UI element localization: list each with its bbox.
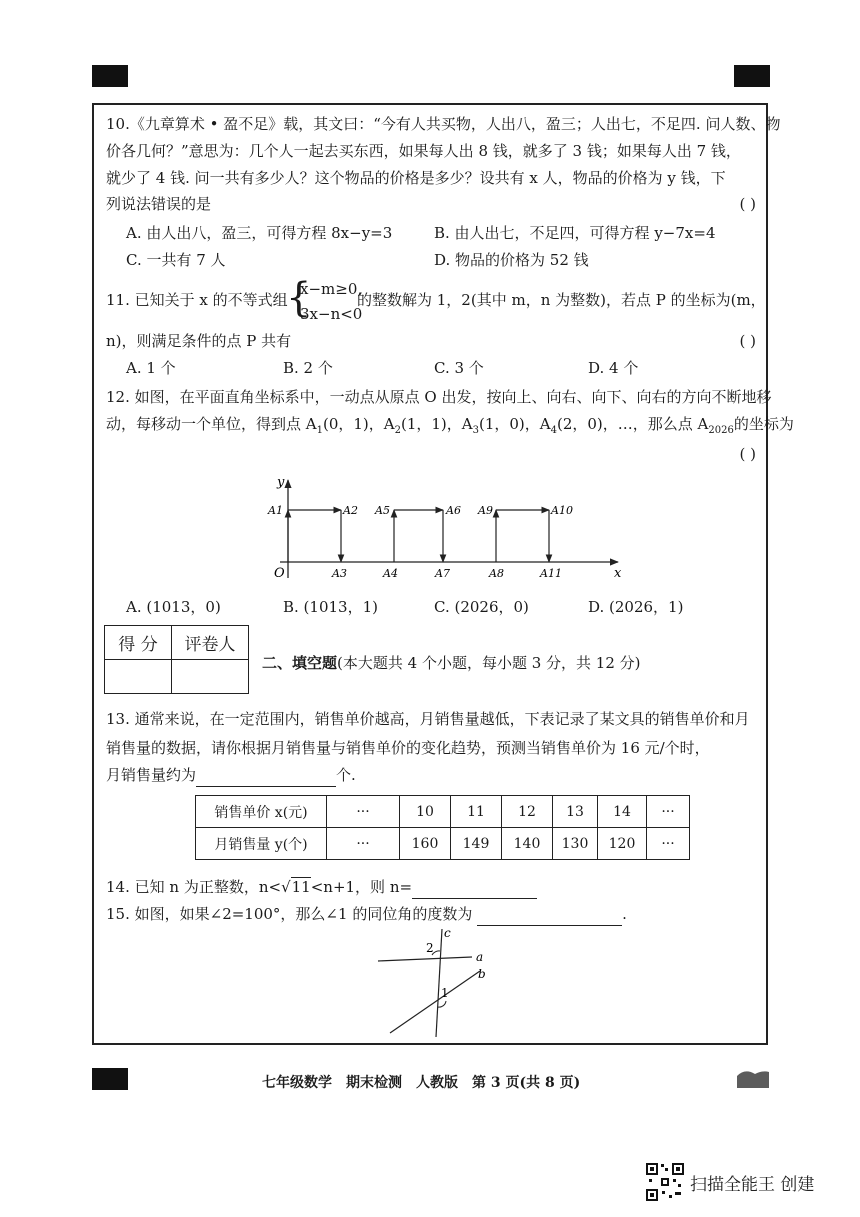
volume-cell: 149: [451, 828, 502, 860]
price-cell: 13: [553, 796, 598, 828]
footer-exam: 期末检测: [346, 1075, 402, 1091]
price-header: 销售单价 x(元): [196, 796, 327, 828]
q13-line3: [106, 764, 766, 787]
volume-ellipsis-left: ···: [327, 828, 400, 860]
q15-line-a: [378, 957, 472, 961]
q15-label-b: b: [478, 967, 486, 981]
q12-text-b: (0，1)，A: [322, 415, 395, 433]
q12-label-a5: A5: [375, 504, 390, 517]
score-box: [104, 625, 249, 694]
reviewer-cell[interactable]: [172, 660, 249, 694]
q10-option-c: C. 一共有 7 人: [126, 251, 226, 269]
q11-suffix: 的整数解为 1，2(其中 m，n 为整数)，若点 P 的坐标为(m，: [357, 291, 766, 309]
q13-line1: 13. 通常来说，在一定范围内，销售单价越高，月销售量越低，下表记录了某文具的销售单价和月: [106, 710, 750, 728]
q12-text-a: 动，每移动一个单位，得到点 A: [106, 415, 317, 433]
section-2-heading: [262, 652, 641, 673]
q10-line4: [106, 193, 766, 215]
footer-grade: 七年级数学: [262, 1075, 332, 1091]
q10-stem-end: 列说法错误的是: [106, 195, 212, 213]
q15-line-c: [436, 929, 442, 1037]
q15-label-c: c: [444, 926, 451, 940]
price-cell: 11: [451, 796, 502, 828]
price-cell: 14: [598, 796, 647, 828]
q14-line: 14. 已知 n 为正整数，n<√11<n+1，则 n=: [106, 876, 766, 899]
q12-label-a6: A6: [446, 504, 461, 517]
q11-option-c: C. 3 个: [434, 359, 484, 377]
price-cell: 10: [400, 796, 451, 828]
q11-stem-end: n)，则满足条件的点 P 共有: [106, 332, 292, 350]
registration-mark-top-left: [92, 65, 128, 87]
q10-answer-paren: ( ): [739, 195, 756, 213]
q12-option-c: C. (2026，0): [434, 598, 529, 616]
q15-angle-figure: [370, 925, 510, 1040]
q12-line2: [106, 413, 794, 442]
table-row: [196, 796, 690, 828]
q12-label-a2: A2: [343, 504, 358, 517]
q11-inequality-2: 3x−n<0: [300, 305, 363, 323]
q12-text-d: (1，0)，A: [478, 415, 551, 433]
q12-option-a: A. (1013，0): [126, 598, 221, 616]
q10-option-d: D. 物品的价格为 52 钱: [434, 251, 589, 269]
volume-cell: 160: [400, 828, 451, 860]
section-2-desc: (本大题共 4 个小题，每小题 3 分，共 12 分): [337, 654, 641, 672]
q13-data-table: [195, 795, 690, 860]
q12-line1: 12. 如图，在平面直角坐标系中，一动点从原点 O 出发，按向上、向右、向下、向右的方向不断地移: [106, 388, 772, 406]
q12-origin-label: O: [274, 566, 285, 581]
price-cell: 12: [502, 796, 553, 828]
q12-label-a11: A11: [540, 567, 562, 580]
q14-text-b: <n+1，则 n=: [310, 878, 413, 896]
q11-inequality-1: x−m≥0,: [300, 280, 363, 298]
q10-line1: 10.《九章算术 • 盈不足》载，其文曰：“今有人共买物，人出八，盈三；人出七，不足四. 问人数、物: [106, 115, 781, 133]
q11-answer-paren: ( ): [739, 332, 756, 350]
q12-coordinate-figure: [260, 470, 630, 585]
q11-line2: [106, 330, 766, 352]
q15-angle-1-arc: [438, 1001, 446, 1007]
q12-x-label: x: [614, 566, 622, 581]
q12-sub-3: 3: [472, 425, 479, 436]
q10-line2: 价各几何？”意思为：几个人一起去买东西，如果每人出 8 钱，就多了 3 钱；如果每人出 7 钱，: [106, 142, 741, 160]
q13-answer-blank[interactable]: [196, 764, 336, 787]
q13-stem: 月销售量约为: [106, 766, 197, 784]
table-row: [196, 828, 690, 860]
q12-sub-2026: 2026: [708, 425, 734, 436]
q12-label-a7: A7: [435, 567, 450, 580]
q15-label-a: a: [476, 950, 484, 964]
q12-label-a1: A1: [268, 504, 283, 517]
q11-brace: {: [286, 275, 312, 321]
q12-sub-1: 1: [316, 425, 323, 436]
q12-sub-4: 4: [550, 425, 557, 436]
q11-option-d: D. 4 个: [588, 359, 639, 377]
q11-prefix: 11. 已知关于 x 的不等式组: [106, 291, 288, 309]
footer-scan-smudge: [735, 1066, 771, 1090]
q10-line3: 就少了 4 钱. 问一共有多少人？这个物品的价格是多少？设共有 x 人，物品的价格为 y 钱，下: [106, 169, 726, 187]
q12-sub-2: 2: [394, 425, 401, 436]
q10-option-b: B. 由人出七，不足四，可得方程 y−7x=4: [434, 224, 716, 242]
q12-option-b: B. (1013，1): [283, 598, 378, 616]
volume-cell: 140: [502, 828, 553, 860]
price-ellipsis-right: ···: [647, 796, 690, 828]
volume-cell: 120: [598, 828, 647, 860]
footer-page: 第 3 页(共 8 页): [472, 1075, 581, 1091]
q12-label-a10: A10: [551, 504, 573, 517]
q15-text: 15. 如图，如果∠2=100°，那么∠1 的同位角的度数为: [106, 905, 473, 923]
score-cell[interactable]: [105, 660, 172, 694]
reviewer-header: 评卷人: [172, 626, 249, 660]
registration-mark-top-right: [734, 65, 770, 87]
q15-line: [106, 903, 766, 926]
q12-label-a8: A8: [489, 567, 504, 580]
scanner-brand-text: 扫描全能王 创建: [690, 1175, 815, 1195]
q12-label-a9: A9: [478, 504, 493, 517]
q12-text-c: (1，1)，A: [400, 415, 473, 433]
q12-answer-paren: ( ): [739, 445, 756, 463]
q14-text-a: 14. 已知 n 为正整数，n<: [106, 878, 282, 896]
score-header: 得 分: [105, 626, 172, 660]
section-2-title: 二、填空题: [262, 654, 338, 672]
q12-text-f: 的坐标为: [733, 415, 794, 433]
page-footer: [262, 1072, 594, 1092]
price-ellipsis-left: ···: [327, 796, 400, 828]
q15-label-1: 1: [441, 986, 449, 1000]
q11-option-b: B. 2 个: [283, 359, 333, 377]
volume-header: 月销售量 y(个): [196, 828, 327, 860]
q14-answer-blank[interactable]: [412, 876, 537, 899]
volume-ellipsis-right: ···: [647, 828, 690, 860]
footer-edition: 人教版: [416, 1075, 458, 1091]
registration-mark-bottom-left: [92, 1068, 128, 1090]
q12-label-a4: A4: [383, 567, 398, 580]
q12-y-label: y: [277, 475, 285, 490]
qr-code-icon: [645, 1162, 685, 1202]
q12-option-d: D. (2026，1): [588, 598, 684, 616]
q12-text-e: (2，0)，…，那么点 A: [556, 415, 709, 433]
q15-label-2: 2: [426, 941, 434, 955]
q13-line2: 销售量的数据，请你根据月销售量与销售单价的变化趋势，预测当销售单价为 16 元/个时，: [106, 739, 710, 757]
q15-end: .: [622, 905, 627, 923]
q10-option-a: A. 由人出八，盈三，可得方程 8x−y=3: [126, 224, 393, 242]
q13-unit: 个.: [336, 766, 356, 784]
q14-sqrt-radicand: 11: [291, 878, 311, 896]
volume-cell: 130: [553, 828, 598, 860]
q15-line-b: [390, 971, 480, 1033]
q15-answer-blank[interactable]: [477, 903, 622, 926]
q11-option-a: A. 1 个: [126, 359, 176, 377]
q12-label-a3: A3: [332, 567, 347, 580]
